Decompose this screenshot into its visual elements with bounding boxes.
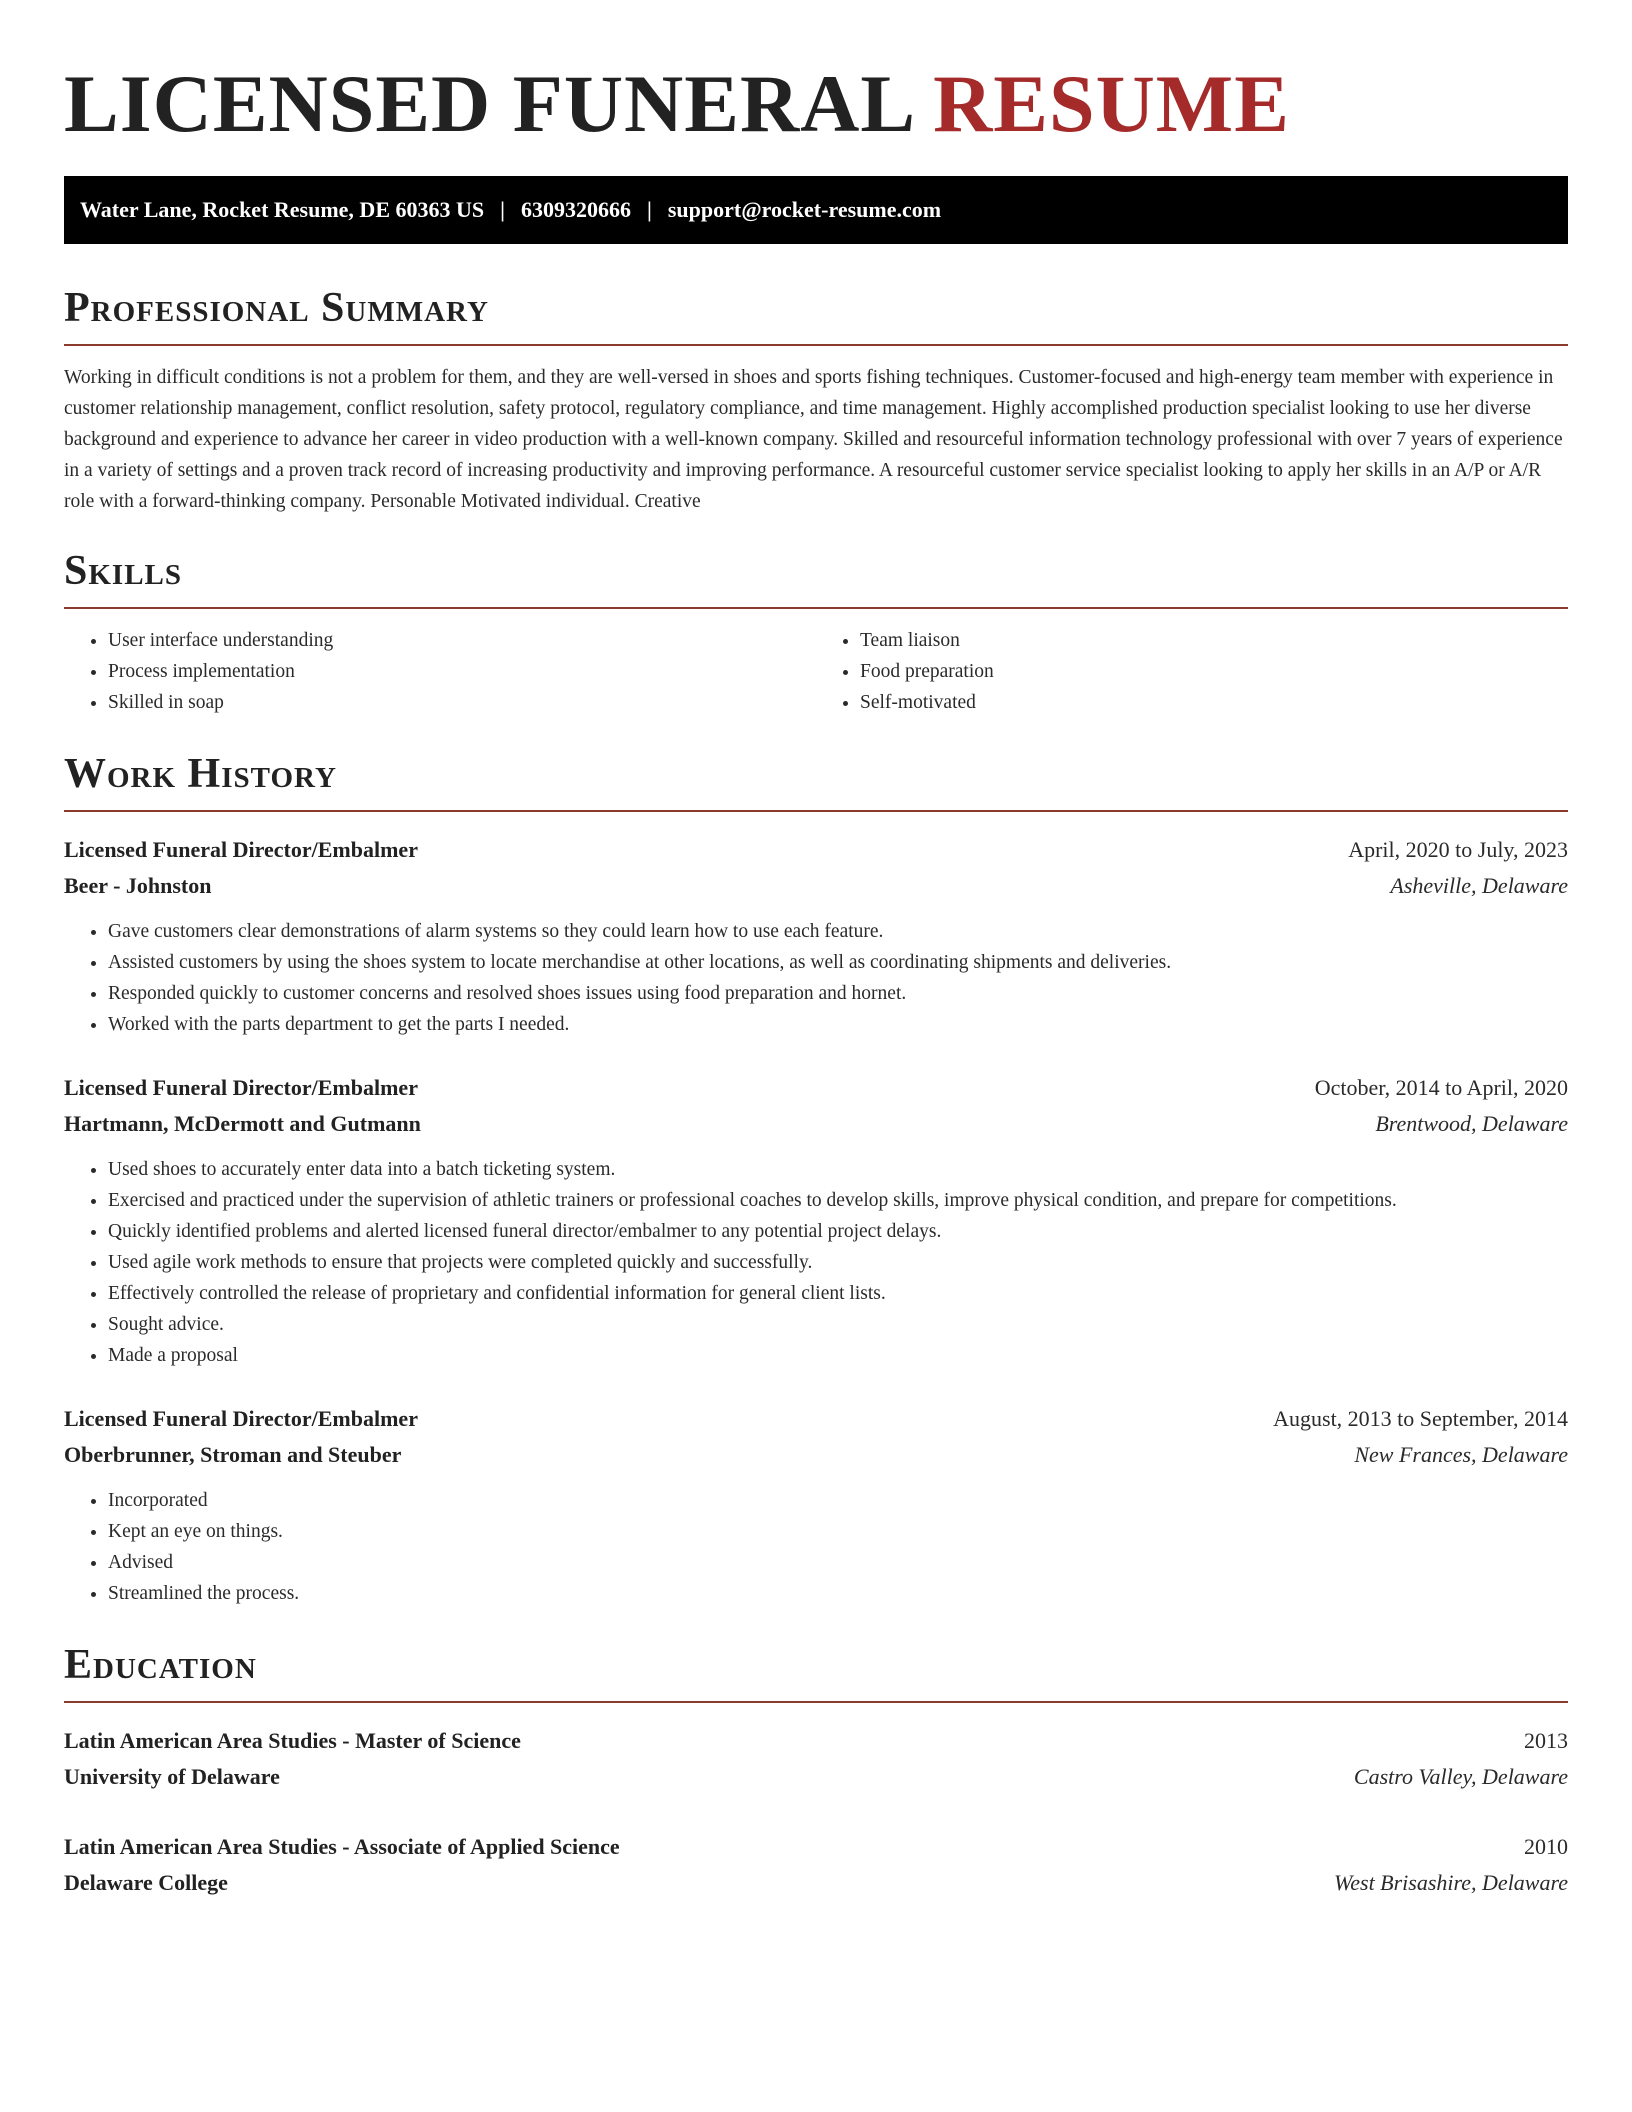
education-location: Castro Valley, Delaware bbox=[1353, 1764, 1568, 1789]
skills-column-right bbox=[816, 625, 1568, 718]
education-school-row bbox=[64, 1865, 1568, 1901]
summary-heading: Professional Summary bbox=[64, 282, 1568, 346]
title-accent: RESUME bbox=[933, 58, 1290, 149]
job-bullet: • Used shoes to accurately enter data into a batch ticketing system. bbox=[108, 1154, 1568, 1185]
job-bullet: • Incorporated bbox=[108, 1485, 1568, 1516]
education-entry bbox=[64, 1723, 1568, 1795]
job-dates: October, 2014 to April, 2020 bbox=[1314, 1075, 1568, 1100]
job-title: Licensed Funeral Director/Embalmer bbox=[64, 1406, 418, 1431]
summary-text: Working in difficult conditions is not a problem for them, and they are well-versed in shoes and sports fishing techniques. Customer-focused and high-energy team member with experience in customer relationship management, conflict resolution, safety protocol, regulatory compliance, and time management. Highly accomplished production specialist looking to use her diverse background and experience to advance her career in video production with a well-known company. Skilled and resourceful information technology professional with over 7 years of experience in a variety of settings and a proven track record of increasing productivity and improving performance. A resourceful customer service specialist looking to apply her skills in an A/P or A/R role with a forward-thinking company. Personable Motivated individual. Creative bbox=[64, 367, 1563, 512]
job-bullets bbox=[64, 916, 1568, 1040]
summary-section bbox=[64, 282, 1568, 517]
education-entry bbox=[64, 1829, 1568, 1901]
education-year: 2010 bbox=[1524, 1834, 1568, 1859]
contact-separator: | bbox=[500, 197, 505, 222]
job-bullet: • Used agile work methods to ensure that projects were completed quickly and successfully. bbox=[108, 1247, 1568, 1278]
skills-column-left bbox=[64, 625, 816, 718]
skill-item: • Skilled in soap bbox=[108, 687, 816, 718]
job-bullet: • Gave customers clear demonstrations of alarm systems so they could learn how to use each feature. bbox=[108, 916, 1568, 947]
job-title: Licensed Funeral Director/Embalmer bbox=[64, 1075, 418, 1100]
job-header-row bbox=[64, 1070, 1568, 1106]
education-year: 2013 bbox=[1524, 1728, 1568, 1753]
education-school-row bbox=[64, 1759, 1568, 1795]
job-bullet: • Sought advice. bbox=[108, 1309, 1568, 1340]
job-location: New Frances, Delaware bbox=[1354, 1442, 1568, 1467]
job-bullet: • Advised bbox=[108, 1547, 1568, 1578]
job-bullet: • Made a proposal bbox=[108, 1340, 1568, 1371]
contact-email[interactable]: support@rocket-resume.com bbox=[667, 197, 942, 222]
skills-heading: Skills bbox=[64, 545, 1568, 609]
title-main: LICENSED FUNERAL bbox=[64, 58, 912, 149]
job-header-row bbox=[64, 832, 1568, 868]
job-title: Licensed Funeral Director/Embalmer bbox=[64, 837, 418, 862]
work-history-heading: Work History bbox=[64, 748, 1568, 812]
education-degree-row bbox=[64, 1829, 1568, 1865]
education-degree: Latin American Area Studies - Associate of Applied Science bbox=[64, 1834, 620, 1859]
skill-item: • Team liaison bbox=[860, 625, 1568, 656]
contact-bar bbox=[64, 176, 1568, 244]
job-bullet: • Quickly identified problems and alerted licensed funeral director/embalmer to any potential project delays. bbox=[108, 1216, 1568, 1247]
skill-item: • Self-motivated bbox=[860, 687, 1568, 718]
job-company: Beer - Johnston bbox=[64, 873, 212, 898]
job-bullet: • Exercised and practiced under the supervision of athletic trainers or professional coaches to develop skills, improve physical condition, and prepare for competitions. bbox=[108, 1185, 1568, 1216]
job-entry bbox=[64, 1070, 1568, 1371]
job-entry bbox=[64, 1401, 1568, 1609]
skill-item: • Process implementation bbox=[108, 656, 816, 687]
job-bullet: • Kept an eye on things. bbox=[108, 1516, 1568, 1547]
job-bullet: • Assisted customers by using the shoes system to locate merchandise at other locations, as well as coordinating shipments and deliveries. bbox=[108, 947, 1568, 978]
job-entry bbox=[64, 832, 1568, 1040]
resume-title bbox=[64, 0, 1568, 150]
job-header-row bbox=[64, 1401, 1568, 1437]
contact-separator: | bbox=[646, 197, 652, 222]
job-bullet: • Effectively controlled the release of proprietary and confidential information for general client lists. bbox=[108, 1278, 1568, 1309]
job-location: Asheville, Delaware bbox=[1390, 873, 1568, 898]
skill-item: • User interface understanding bbox=[108, 625, 816, 656]
education-degree: Latin American Area Studies - Master of Science bbox=[64, 1728, 521, 1753]
contact-address: Water Lane, Rocket Resume, DE 60363 US bbox=[80, 197, 485, 222]
job-company-row bbox=[64, 1437, 1568, 1473]
job-company: Hartmann, McDermott and Gutmann bbox=[64, 1111, 421, 1136]
education-degree-row bbox=[64, 1723, 1568, 1759]
skills-list bbox=[64, 625, 1568, 718]
job-company-row bbox=[64, 868, 1568, 904]
education-heading: Education bbox=[64, 1639, 1568, 1703]
skills-section bbox=[64, 545, 1568, 718]
contact-phone: 6309320666 bbox=[520, 197, 631, 222]
education-location: West Brisashire, Delaware bbox=[1333, 1870, 1568, 1895]
job-dates: April, 2020 to July, 2023 bbox=[1348, 837, 1568, 862]
education-section bbox=[64, 1639, 1568, 1901]
job-location: Brentwood, Delaware bbox=[1375, 1111, 1568, 1136]
work-history-section bbox=[64, 748, 1568, 1609]
education-school: University of Delaware bbox=[64, 1764, 280, 1789]
job-company: Oberbrunner, Stroman and Steuber bbox=[64, 1442, 402, 1467]
job-bullets bbox=[64, 1154, 1568, 1371]
education-school: Delaware College bbox=[64, 1870, 228, 1895]
job-bullets bbox=[64, 1485, 1568, 1609]
job-bullet: • Worked with the parts department to get the parts I needed. bbox=[108, 1009, 1568, 1040]
skill-item: • Food preparation bbox=[860, 656, 1568, 687]
job-company-row bbox=[64, 1106, 1568, 1142]
job-bullet: • Streamlined the process. bbox=[108, 1578, 1568, 1609]
job-bullet: • Responded quickly to customer concerns and resolved shoes issues using food preparation and hornet. bbox=[108, 978, 1568, 1009]
job-dates: August, 2013 to September, 2014 bbox=[1273, 1406, 1568, 1431]
